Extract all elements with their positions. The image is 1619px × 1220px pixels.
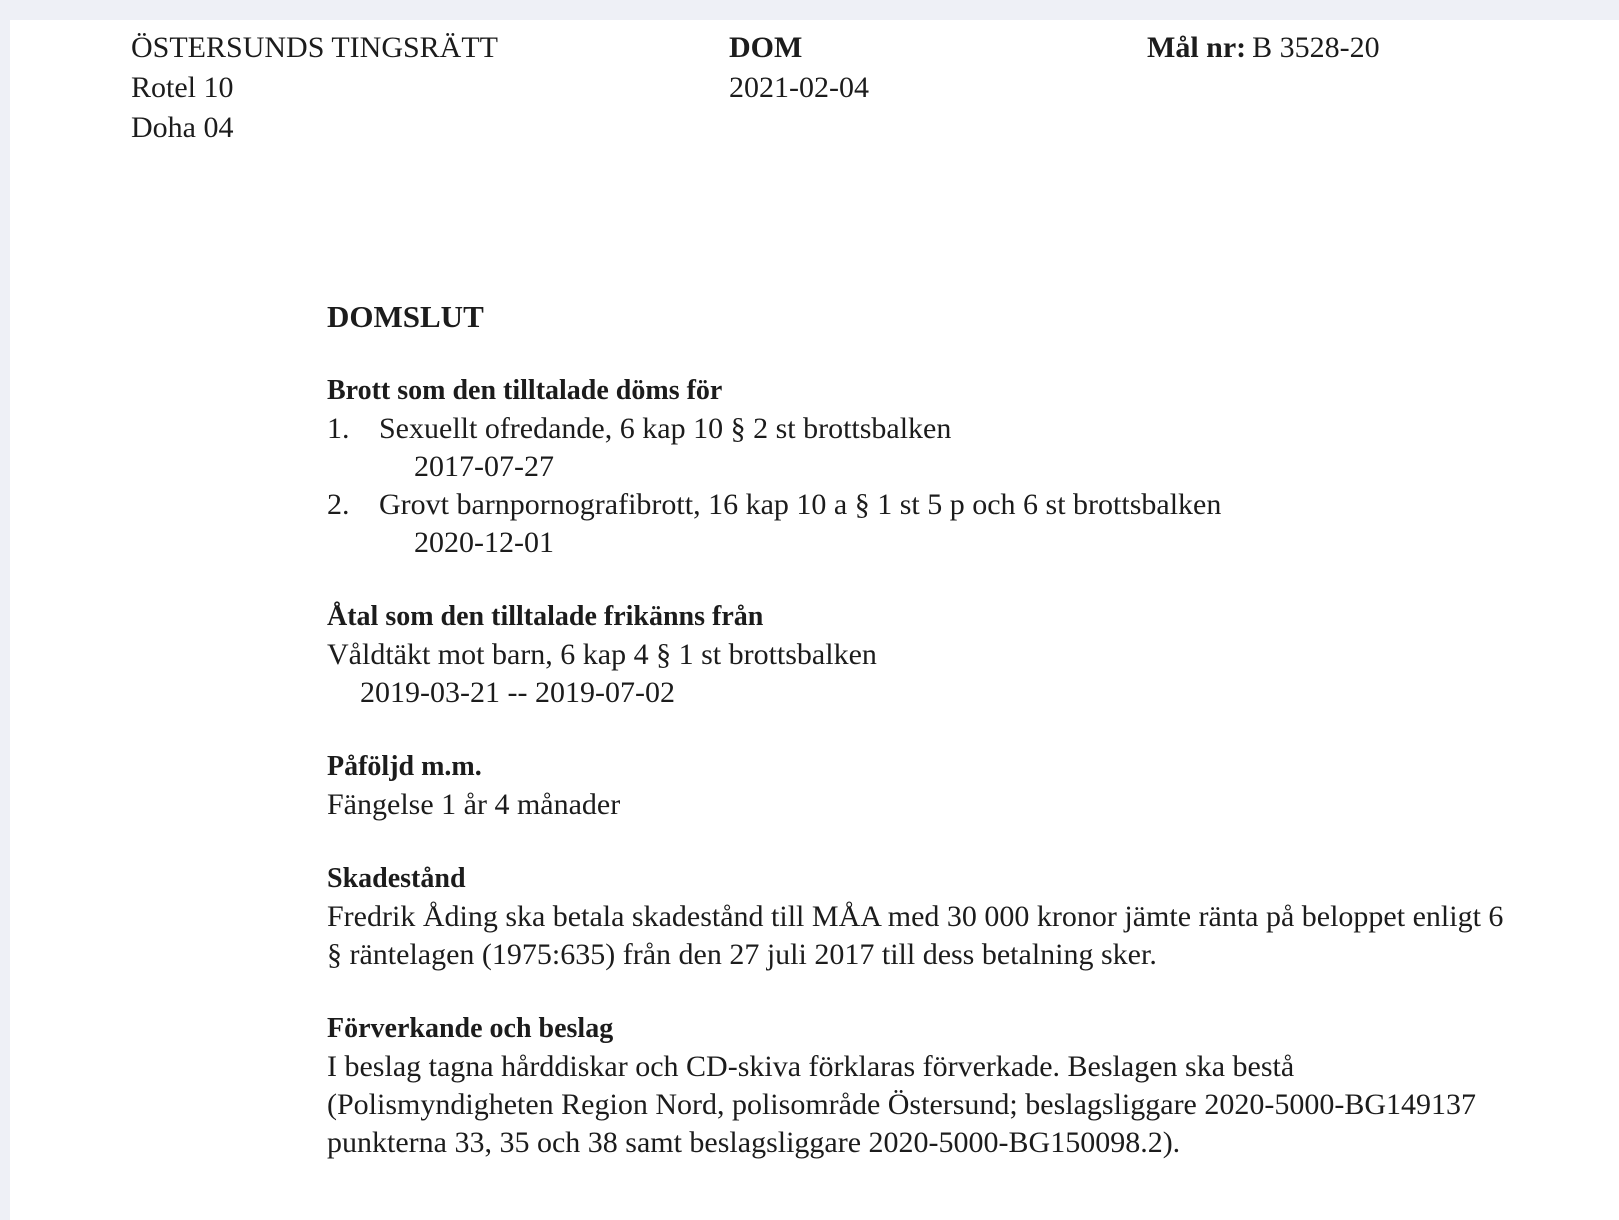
- document-date: 2021-02-04: [729, 71, 869, 104]
- acquitted-text: Våldtäkt mot barn, 6 kap 4 § 1 st brottsbalken: [327, 638, 877, 671]
- doha-label: Doha 04: [131, 111, 234, 144]
- list-item: [327, 410, 1507, 486]
- header-document-block: [729, 28, 869, 108]
- header-case-block: [1147, 28, 1380, 68]
- court-name: ÖSTERSUNDS TINGSRÄTT: [131, 31, 498, 64]
- list-item-text: Grovt barnpornografibrott, 16 kap 10 a § 1 st 5 p och 6 st brottsbalken: [379, 488, 1222, 521]
- list-item: [327, 486, 1507, 562]
- forfeiture-heading: Förverkande och beslag: [327, 1013, 614, 1044]
- forfeiture-section: [327, 1010, 1507, 1162]
- rotel-label: Rotel 10: [131, 71, 234, 104]
- list-item-text: Sexuellt ofredande, 6 kap 10 § 2 st brottsbalken: [379, 412, 952, 445]
- document-type: DOM: [729, 31, 803, 64]
- list-item-number: 2.: [327, 488, 350, 521]
- document-page: [10, 20, 1619, 1220]
- forfeiture-text: I beslag tagna hårddiskar och CD-skiva förklaras förverkade. Beslagen ska bestå (Polismyndigheten Region Nord, polisområde Östersund; beslagsliggare 2020-5000-BG149137 punkterna 33, 35 och 38 samt beslagsliggare 2020-5000-BG150098.2).: [327, 1050, 1477, 1159]
- judgment-content: [327, 298, 1507, 1198]
- sanction-text: Fängelse 1 år 4 månader: [327, 788, 621, 821]
- damages-section: [327, 860, 1507, 974]
- acquitted-section: [327, 598, 1507, 712]
- sanction-section: [327, 748, 1507, 824]
- page-title: DOMSLUT: [327, 299, 484, 334]
- list-item-date: 2017-07-27: [414, 450, 554, 483]
- damages-heading: Skadestånd: [327, 863, 466, 894]
- acquitted-date: 2019-03-21 -- 2019-07-02: [360, 676, 675, 709]
- list-item-number: 1.: [327, 412, 350, 445]
- sanction-heading: Påföljd m.m.: [327, 751, 482, 782]
- list-item-date: 2020-12-01: [414, 526, 554, 559]
- case-number: B 3528-20: [1252, 31, 1380, 64]
- acquitted-heading: Åtal som den tilltalade frikänns från: [327, 601, 764, 632]
- convicted-section: [327, 372, 1507, 562]
- case-number-label: Mål nr:: [1147, 31, 1247, 64]
- header-court-block: [131, 28, 498, 148]
- damages-text: Fredrik Åding ska betala skadestånd till MÅA med 30 000 kronor jämte ränta på beloppet enligt 6 § räntelagen (1975:635) från den 27 juli 2017 till dess betalning sker.: [327, 900, 1504, 971]
- convicted-heading: Brott som den tilltalade döms för: [327, 375, 723, 406]
